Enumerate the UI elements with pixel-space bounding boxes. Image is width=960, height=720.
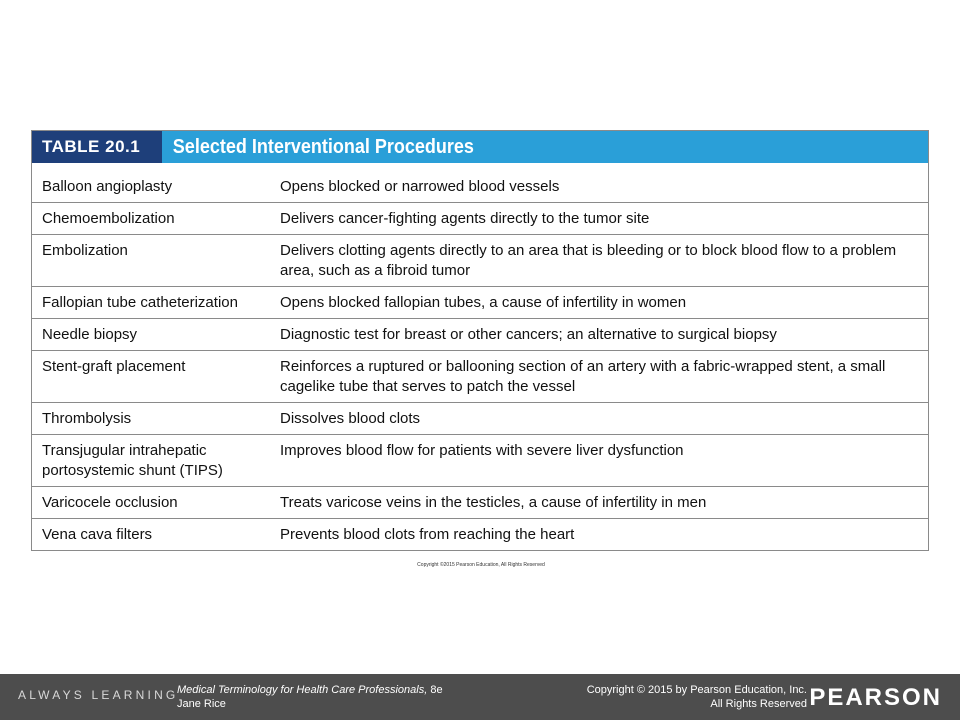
table-credit-text: Copyright ©2015 Pearson Education, All Rights Reserved — [417, 562, 545, 568]
description-cell: Dissolves blood clots — [280, 410, 421, 427]
description-cell: Prevents blood clots from reaching the heart — [280, 526, 575, 543]
table-row — [32, 171, 928, 202]
procedures-table — [31, 130, 929, 551]
copyright-line-1: Copyright © 2015 by Pearson Education, Inc. — [586, 684, 807, 696]
table-row — [32, 350, 928, 402]
footer-tagline: ALWAYS LEARNING — [18, 688, 179, 702]
book-edition: 8e — [430, 684, 443, 696]
term-cell: Embolization — [42, 242, 128, 259]
term-cell: Varicocele occlusion — [42, 494, 178, 511]
description-cell: Delivers clotting agents directly to an area that is bleeding or to block blood flow to a problem area, such as a fibroid tumor — [280, 242, 897, 279]
term-cell: Needle biopsy — [42, 326, 138, 343]
description-cell: Opens blocked or narrowed blood vessels — [280, 178, 560, 195]
table-row — [32, 234, 928, 286]
table-number: TABLE 20.1 — [32, 131, 162, 163]
header-gap — [32, 163, 928, 171]
table-row — [32, 518, 928, 550]
table-body — [32, 171, 928, 550]
term-cell: Transjugular intrahepatic portosystemic shunt (TIPS) — [42, 442, 223, 479]
term-cell: Vena cava filters — [42, 526, 153, 543]
book-author: Jane Rice — [177, 698, 226, 710]
term-cell: Balloon angioplasty — [42, 178, 173, 195]
term-cell: Chemoembolization — [42, 210, 175, 227]
footer-bar — [0, 674, 960, 720]
copyright-line-2: All Rights Reserved — [710, 698, 807, 710]
description-cell: Diagnostic test for breast or other cancers; an alternative to surgical biopsy — [280, 326, 777, 343]
description-cell: Reinforces a ruptured or ballooning section of an artery with a fabric-wrapped stent, a small cagelike tube that serves to patch the vessel — [280, 358, 886, 395]
book-title: Medical Terminology for Health Care Professionals, — [177, 684, 428, 696]
pearson-logo: PEARSON — [809, 684, 942, 711]
description-cell: Delivers cancer-fighting agents directly to the tumor site — [280, 210, 650, 227]
table-header — [32, 131, 928, 163]
table-row — [32, 286, 928, 318]
term-cell: Thrombolysis — [42, 410, 132, 427]
table-row — [32, 402, 928, 434]
table-title: Selected Interventional Procedures — [172, 135, 474, 158]
table-row — [32, 202, 928, 234]
term-cell: Stent-graft placement — [42, 358, 186, 375]
footer-book-info — [177, 683, 443, 711]
table-row — [32, 486, 928, 518]
table-row — [32, 434, 928, 486]
table-credit — [0, 562, 960, 568]
description-cell: Opens blocked fallopian tubes, a cause of infertility in women — [280, 294, 687, 311]
table-row — [32, 318, 928, 350]
term-cell: Fallopian tube catheterization — [42, 294, 238, 311]
footer-copyright — [587, 683, 807, 711]
description-cell: Treats varicose veins in the testicles, a cause of infertility in men — [280, 494, 707, 511]
description-cell: Improves blood flow for patients with severe liver dysfunction — [280, 442, 684, 459]
